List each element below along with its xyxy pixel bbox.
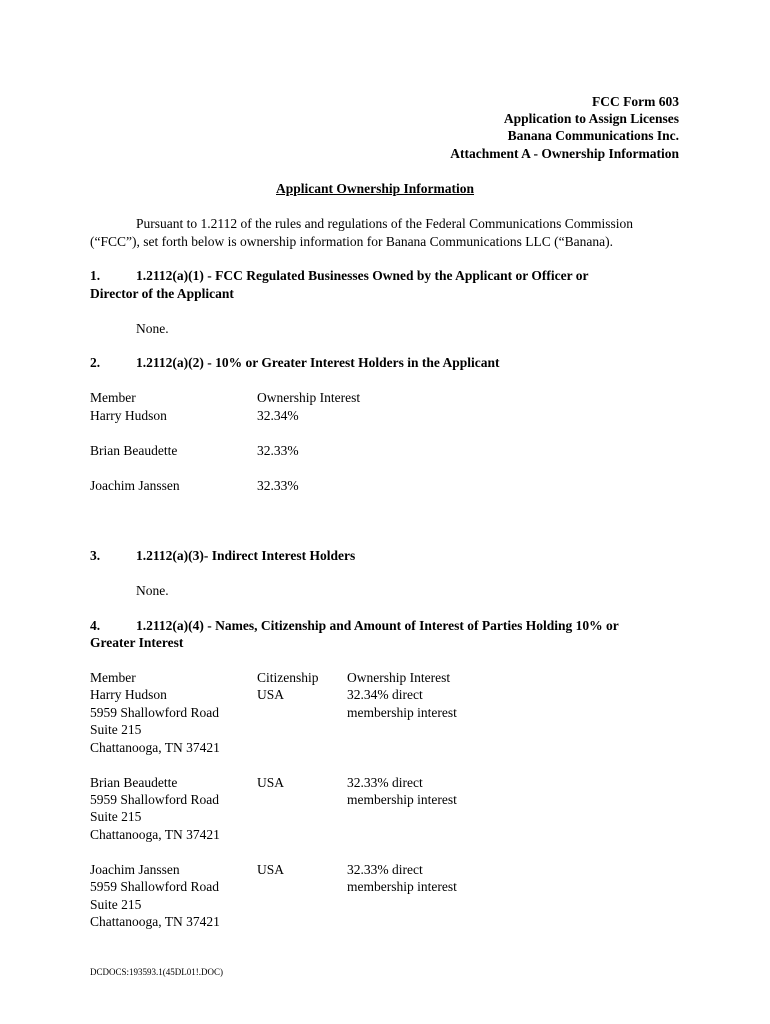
header-attachment-title: Attachment A - Ownership Information xyxy=(450,146,679,161)
section-4-heading-cont: Greater Interest xyxy=(90,635,184,650)
section-4-number: 4. xyxy=(90,618,101,633)
intro-line-1: Pursuant to 1.2112 of the rules and regulations of the Federal Communications Commission xyxy=(136,216,634,231)
member-name: Joachim Janssen xyxy=(90,862,180,877)
member-citizenship: USA xyxy=(257,775,285,790)
document-footer-id: DCDOCS:193593.1(45DL01!.DOC) xyxy=(90,967,224,977)
section-4-col-citizenship: Citizenship xyxy=(257,670,319,685)
member-name: Harry Hudson xyxy=(90,687,167,702)
member-address-line: Suite 215 xyxy=(90,897,142,912)
member-citizenship: USA xyxy=(257,687,285,702)
member-name: Brian Beaudette xyxy=(90,775,178,790)
section-1-heading: 1.2112(a)(1) - FCC Regulated Businesses Owned by the Applicant or Officer or xyxy=(136,268,589,283)
member-address-line: Chattanooga, TN 37421 xyxy=(90,827,220,842)
member-address-line: 5959 Shallowford Road xyxy=(90,879,219,894)
header-application-type: Application to Assign Licenses xyxy=(503,111,679,126)
member-interest: 32.33% direct xyxy=(347,862,423,877)
member-address-line: 5959 Shallowford Road xyxy=(90,705,219,720)
table-row-interest: 32.34% xyxy=(257,408,299,423)
member-address-line: Suite 215 xyxy=(90,722,142,737)
table-row-member: Brian Beaudette xyxy=(90,443,178,458)
section-4-col-member: Member xyxy=(90,670,136,685)
table-row-member: Harry Hudson xyxy=(90,408,167,423)
section-4-heading: 1.2112(a)(4) - Names, Citizenship and Amount of Interest of Parties Holding 10% or xyxy=(136,618,619,633)
section-4-col-interest: Ownership Interest xyxy=(347,670,451,685)
member-interest-type: membership interest xyxy=(347,879,457,894)
page-title: Applicant Ownership Information xyxy=(276,181,475,196)
member-address-line: Suite 215 xyxy=(90,809,142,824)
section-1-body: None. xyxy=(136,321,169,336)
header-company-name: Banana Communications Inc. xyxy=(507,128,679,143)
section-3-heading: 1.2112(a)(3)- Indirect Interest Holders xyxy=(136,548,356,563)
member-address-line: 5959 Shallowford Road xyxy=(90,792,219,807)
member-interest-type: membership interest xyxy=(347,792,457,807)
table-row-interest: 32.33% xyxy=(257,478,299,493)
section-3-body: None. xyxy=(136,583,169,598)
section-2-heading: 1.2112(a)(2) - 10% or Greater Interest Holders in the Applicant xyxy=(136,355,500,370)
member-citizenship: USA xyxy=(257,862,285,877)
table-row-member: Joachim Janssen xyxy=(90,478,180,493)
member-address-line: Chattanooga, TN 37421 xyxy=(90,740,220,755)
member-interest-type: membership interest xyxy=(347,705,457,720)
section-3-number: 3. xyxy=(90,548,101,563)
member-interest: 32.33% direct xyxy=(347,775,423,790)
section-2-col-interest: Ownership Interest xyxy=(257,390,361,405)
section-2-number: 2. xyxy=(90,355,101,370)
section-2-col-member: Member xyxy=(90,390,136,405)
header-form-number: FCC Form 603 xyxy=(592,94,679,109)
member-address-line: Chattanooga, TN 37421 xyxy=(90,914,220,929)
table-row-interest: 32.33% xyxy=(257,443,299,458)
section-1-number: 1. xyxy=(90,268,101,283)
intro-line-2: (“FCC”), set forth below is ownership information for Banana Communications LLC (“Banana). xyxy=(90,234,614,249)
section-1-heading-cont: Director of the Applicant xyxy=(90,286,234,301)
member-interest: 32.34% direct xyxy=(347,687,423,702)
